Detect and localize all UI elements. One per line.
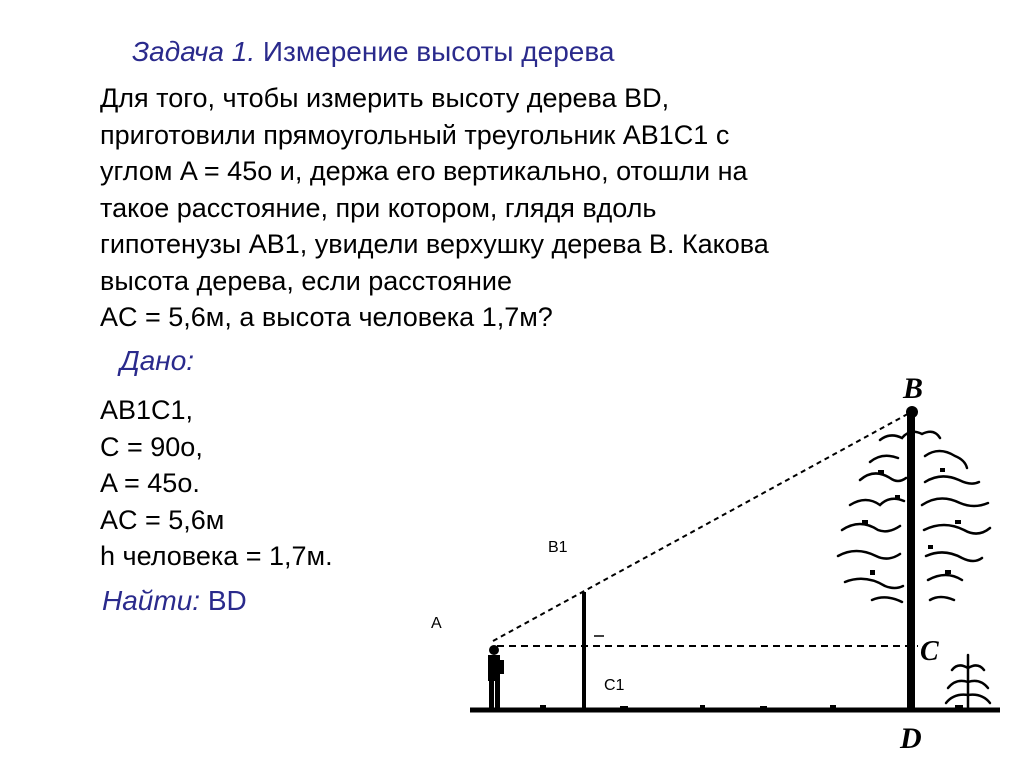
label-c: C bbox=[920, 636, 939, 667]
problem-line: такое расстояние, при котором, глядя вдоль bbox=[100, 192, 657, 223]
title-prefix: Задача 1. bbox=[132, 36, 256, 67]
problem-line: гипотенузы AB1, увидели верхушку дерева B. Какова bbox=[100, 229, 769, 259]
problem-line: углом A = 45o и, держа его вертикально, отошли на bbox=[100, 156, 748, 186]
small-bush bbox=[946, 655, 990, 708]
given-line: AB1C1, bbox=[100, 395, 194, 425]
label-c1: C1 bbox=[604, 677, 625, 694]
tree-trunk bbox=[907, 415, 915, 710]
title-text: Измерение высоты дерева bbox=[262, 36, 615, 67]
problem-line: высота дерева, если расстояние bbox=[100, 265, 513, 296]
given-line: C = 90o, bbox=[100, 431, 203, 462]
given-line: A = 45o. bbox=[100, 468, 200, 498]
label-a: A bbox=[431, 615, 442, 632]
label-b: B bbox=[903, 372, 924, 405]
given-line: AC = 5,6м bbox=[100, 504, 225, 535]
label-b1: B1 bbox=[548, 539, 568, 556]
tree-top-marker bbox=[906, 406, 918, 418]
problem-line: AC = 5,6м, а высота человека 1,7м? bbox=[100, 302, 553, 332]
person-figure bbox=[488, 645, 504, 708]
find-value: BD bbox=[200, 585, 247, 616]
problem-line: Для того, чтобы измерить высоту дерева BD, bbox=[100, 83, 670, 113]
problem-line: приготовили прямоугольный треугольник AB1C1 с bbox=[100, 119, 730, 150]
find-label: Найти: bbox=[102, 585, 201, 616]
given-line: h человека = 1,7м. bbox=[100, 541, 333, 571]
label-d: D bbox=[900, 722, 922, 755]
given-label: Дано: bbox=[120, 345, 195, 376]
